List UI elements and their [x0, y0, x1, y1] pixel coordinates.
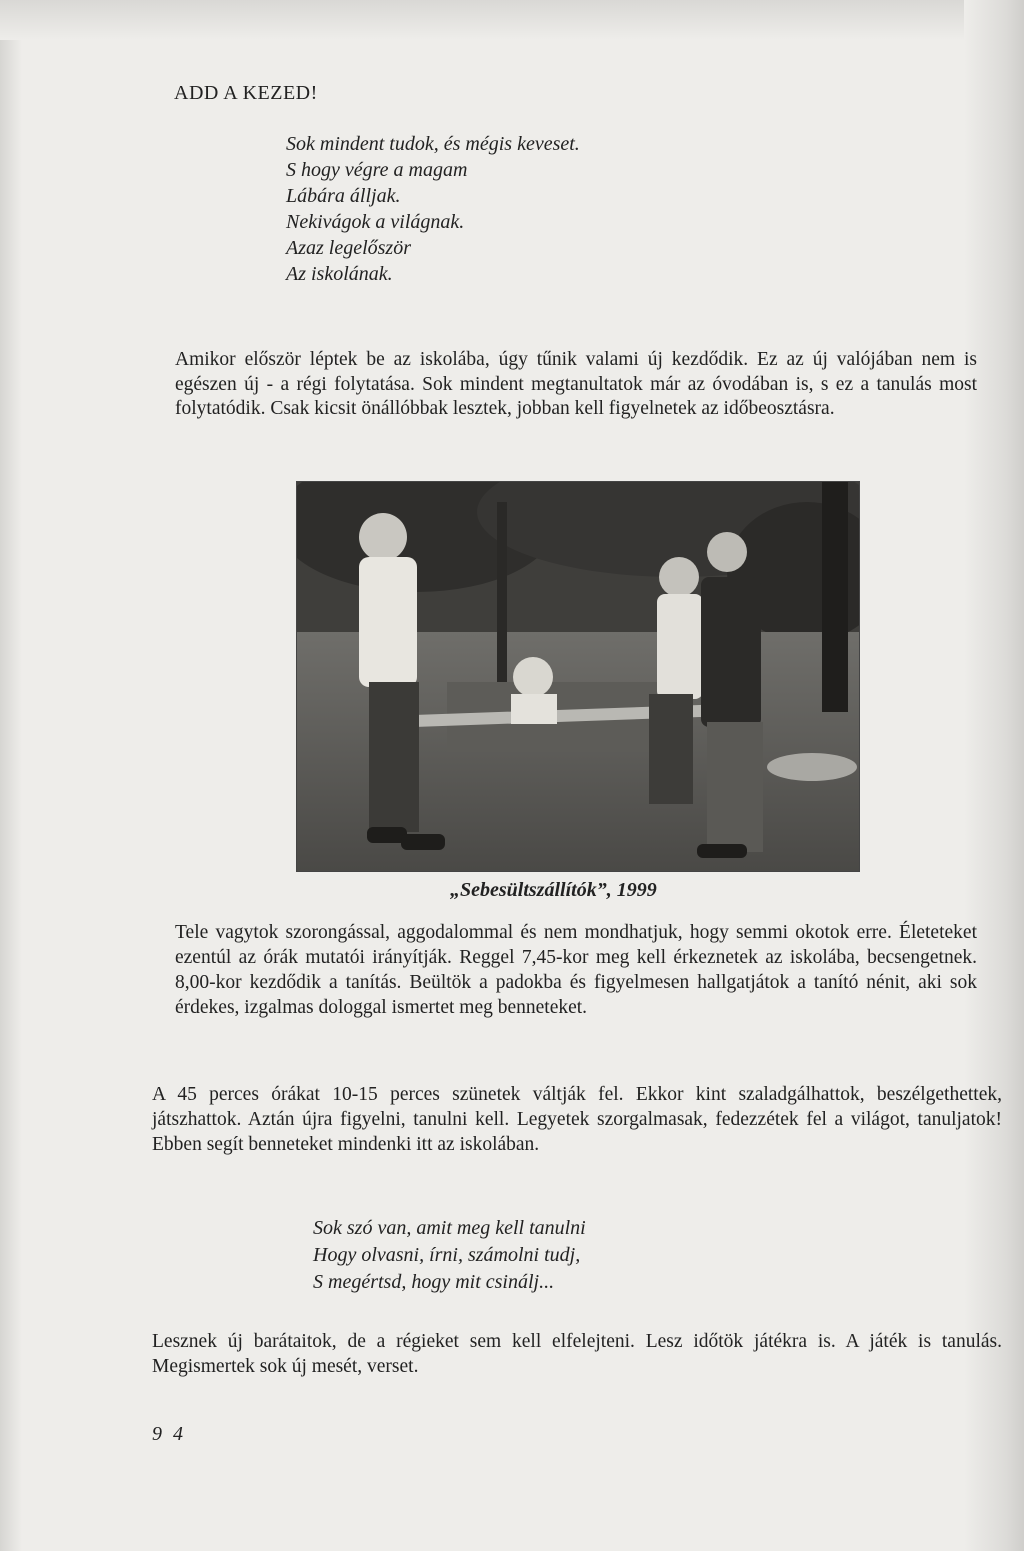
paragraph-breaks: A 45 perces órákat 10-15 perces szünetek váltják fel. Ekkor kint szaladgálhattok, beszélgethettek, játszhattok. Aztán újra figyelni, tanulni kell. Legyetek szorgalmasak, fedezzétek fel a világot, tanuljatok! Ebben segít benneteket mindenki itt az iskolában.	[152, 1084, 1002, 1155]
outro-poem	[313, 1215, 586, 1296]
poem-line: Azaz legelőször	[286, 237, 411, 259]
poem-line: Az iskolának.	[286, 263, 393, 285]
stretcher-photo	[296, 481, 860, 872]
page-number: 9 4	[152, 1423, 186, 1445]
photo-illustration	[297, 482, 859, 871]
photo-caption: „Sebesültszállítók”, 1999	[450, 879, 657, 901]
paragraph-first-school-day: Amikor először léptek be az iskolába, úgy tűnik valami új kezdődik. Ez az új valójában nem is egészen új - a régi folytatása. Sok mindent megtanultatok már az óvodában is, s ez a tanulás most folytatódik. Csak kicsit önállóbbak lesztek, jobban kell figyelnetek az időbeosztásra.	[175, 349, 977, 420]
poem-line: Sok szó van, amit meg kell tanulni	[313, 1217, 586, 1239]
poem-line: Nekivágok a világnak.	[286, 211, 465, 233]
poem-line: Hogy olvasni, írni, számolni tudj,	[313, 1244, 581, 1266]
paragraph-friends: Lesznek új barátaitok, de a régieket sem kell elfelejteni. Lesz időtök játékra is. A játék is tanulás. Megismertek sok új mesét, verset.	[152, 1331, 1002, 1377]
paragraph-school-schedule: Tele vagytok szorongással, aggodalommal és nem mondhatjuk, hogy semmi okotok erre. Életeteket ezentúl az órák mutatói irányítják. Reggel 7,45-kor meg kell érkeznetek az iskolába, becsengetnek. 8,00-kor kezdődik a tanítás. Beültök a padokba és figyelmesen hallgatjátok a tanító nénit, aki sok érdekes, izgalmas dologgal ismertet meg benneteket.	[175, 922, 977, 1018]
poem-line: Sok mindent tudok, és mégis keveset.	[286, 133, 580, 155]
page-title: ADD A KEZED!	[174, 82, 318, 104]
intro-poem	[286, 131, 580, 287]
page-edge-shadow-top	[0, 0, 1024, 40]
poem-line: S hogy végre a magam	[286, 159, 468, 181]
poem-line: S megértsd, hogy mit csinálj...	[313, 1271, 555, 1293]
page-edge-shadow-left	[0, 0, 22, 1551]
page-edge-shadow-right	[964, 0, 1024, 1551]
poem-line: Lábára álljak.	[286, 185, 401, 207]
